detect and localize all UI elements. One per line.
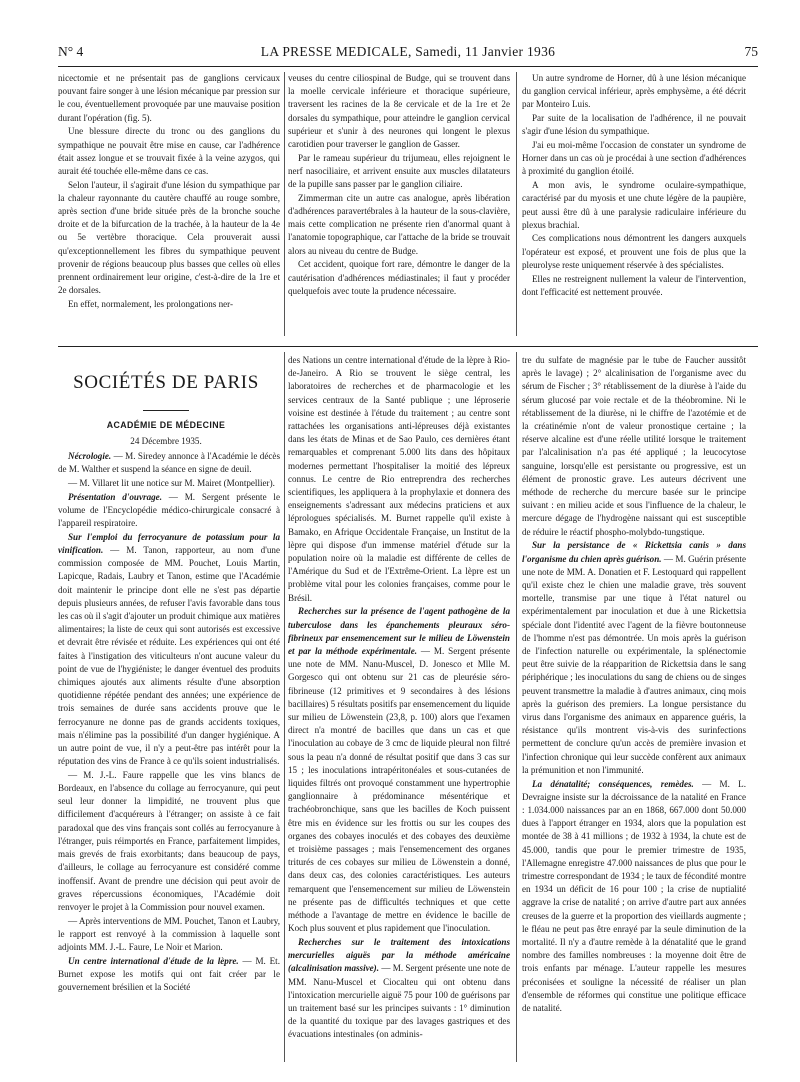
paragraph-text: — M. L. Devraigne insiste sur la décroissance de la natalité en France : 1.034.000 naissances par an en 1868, 667.000 dont 50.000 dues à l'apport étranger en 1934, alors que la population est montée de 38 à 41 millions ; de 1932 à 1934, la chute est de 45.000, tandis que pour le premier trimestre de 1935, l'Allemagne enregistre 47.000 naissances de plus que pour le trimestre correspondant de 1934 ; le taux de fécondité montre en 1934 un déficit de 16 pour 100 ; la crise de nuptialité aggrave la crise de natalité ; on arrive d'autre part aux années creuses de la guerre et la proportion des vieillards augmente ; le fléau ne peut pas être enrayé par la seule diminution de la mortalité. Il n'y a d'autre remède à la dénatalité que le grand nombre des familles nombreuses : la moyenne doit être de trois enfants par ménage. L'auteur rappelle les mesures préconisées et souligne la nécessité de réaliser un plan d'ensemble de réformes qui constitue une politique efficace de natalité. — [522, 778, 746, 1013]
paragraph: Par suite de la localisation de l'adhérence, il ne pouvait s'agir d'une lésion du sympathique. — [522, 113, 746, 137]
section-rule — [58, 346, 758, 347]
title-underline — [143, 410, 189, 411]
minutes-paragraph — [58, 450, 280, 476]
minutes-paragraph — [288, 936, 510, 1042]
paragraph-lead: Un centre international d'étude de la lèpre. — [68, 955, 239, 966]
paragraph-lead: Présentation d'ouvrage. — [68, 491, 162, 502]
header-rule — [58, 66, 758, 67]
journal-title: LA PRESSE MEDICALE, Samedi, 11 Janvier 1936 — [260, 44, 556, 59]
minutes-paragraph — [522, 354, 746, 539]
paragraph: Selon l'auteur, il s'agirait d'une lésion du sympathique par la chaleur rayonnante du cautère chauffé au rouge sombre, après section d'une bride située près de la bronche souche droite et de la bifurcation de la trachée, à la hauteur de la 4e ou 5e vertèbre thoracique. Cela prouverait aussi qu'exceptionnellement les fibres du sympathique peuvent provenir de régions beaucoup plus basses que celles où elles prennent ordinairement leur origine, c'est-à-dire de la 1re et 2e dorsales. — [58, 179, 280, 296]
paragraph: J'ai eu moi-même l'occasion de constater un syndrome de Horner dans un cas où je procédai à une section d'adhérences à proximité du ganglion étoilé. — [522, 140, 746, 177]
section-subtitle: ACADÉMIE DE MÉDECINE — [106, 420, 226, 430]
section-title: SOCIÉTÉS DE PARIS — [73, 372, 259, 393]
minutes-paragraph — [58, 915, 280, 955]
paragraph: nicectomie et ne présentait pas de ganglions cervicaux pouvant faire songer à une lésion mécanique par pression sur le cou, éventuellement provoquée par une mauvaise position durant l'opération (fig. 5). — [58, 73, 280, 123]
paragraph-text: tre du sulfate de magnésie par le tube de Faucher aussitôt après le lavage) ; 2° alcalinisation de l'organisme avec du sérum de Fischer ; 3° rétablissement de la diurèse à l'aide du sérum glucosé par voie rectale et de la théobromine. Ni le rétablissement de la diurèse, ni le chiffre de l'azotémie et de la créatinémie n'ont de valeur pronostique certaine ; la réserve alcaline est d'une réelle utilité lorsque le traitement par l'alcalinisation n'a pas été appliqué ; la leucocytose sanguine, lorsqu'elle est persistante ou progressive, est un élément de pronostic grave. Les auteurs décrivent une méthode de recherche du mercure basée sur le principe suivant : en milieu acide et sous l'influence de la chaleur, le mercure dégage de l'hydrogène naissant qui est susceptible de réduire le réactif phospho-molybdo-tungstique. — [522, 355, 746, 537]
minutes-paragraph — [58, 531, 280, 769]
paragraph-lead: Sur l'emploi du ferrocyanure de potassium pour la vinification. — [58, 531, 280, 555]
paragraph-lead: Recherches sur le traitement des intoxications mercurielles aiguës par la méthode américaine (alcalinisation massive). — [288, 936, 510, 974]
top-column-3 — [522, 72, 746, 342]
column-divider — [284, 72, 285, 336]
societes-column-2 — [288, 354, 510, 1062]
session-date: 24 Décembre 1935. — [130, 436, 202, 446]
societes-column-3 — [522, 354, 746, 1062]
paragraph: Elles ne restreignent nullement la valeur de l'intervention, dont l'efficacité est nettement prouvée. — [522, 273, 746, 297]
paragraph-text: — M. Siredey annonce à l'Académie le décès de M. Walther et suspend la séance en signe de deuil. — [58, 451, 280, 475]
paragraph: veuses du centre ciliospinal de Budge, qui se trouvent dans la moelle cervicale inférieure et thoracique supérieure, traversent les racines de la 8e cervicale et de la 1re et 2e dorsales du sympathique, pour atteindre le ganglion cervical supérieur et s'unir à des neurones qui longent le plexus carotidien pour traverser le ganglion de Gasser. — [288, 73, 510, 150]
minutes-paragraph — [58, 955, 280, 995]
minutes-paragraph — [522, 778, 746, 1016]
paragraph: En effet, normalement, les prolongations ner- — [68, 298, 234, 309]
paragraph-text: — M. Guérin présente une note de MM. A. Donatien et F. Lestoquard qui rappellent qu'il existe chez le chien une maladie grave, très souvent mortelle, transmise par une tique à l'état naturel ou expérimentalement par inoculation et due à une Rickettsia spéciale dont l'identité avec l'agent de la fièvre boutonneuse de l'homme n'est pas démontrée. Un mois après la guérison de l'infection naturelle ou expérimentale, la splénectomie peut être suivie de la réapparition de Rickettsia dans le sang périphérique ; les inoculations du sang de chiens ou de singes peuvent transmettre la maladie à d'autres animaux, cinq mois après la guérison des premiers. La longue persistance du virus dans l'organisme des animaux en apparence guéris, la résistance qu'ils montrent vis-à-vis des surinfections permettent de conclure qu'un accès de première invasion et l'infection chronique qui leur succède confèrent aux animaux la prémunition et non l'immunité. — [522, 553, 746, 775]
paragraph-text: — M. Sergent présente le volume de l'Encyclopédie médico-chirurgicale consacré à l'appareil respiratoire. — [58, 491, 280, 529]
paragraph-text: — M. J.-L. Faure rappelle que les vins blancs de Bordeaux, en l'absence du collage au ferrocyanure, qui peut seul leur donner la limpidité, ne trouvent plus que difficilement d'acquéreurs à l'étranger; on assiste à ce fait paradoxal que des vins français sont collés au ferrocyanure à l'étranger, puis réimportés en France, parfaitement limpides, mais grevés de frais exorbitants; dans beaucoup de pays, d'ailleurs, le collage au ferrocyanure est considéré comme inoffensif. Avant de prendre une décision qui peut avoir de graves répercussions économiques, l'Académie doit renvoyer le projet à la Commission pour nouvel examen. — [58, 769, 280, 912]
paragraph: Cet accident, quoique fort rare, démontre le danger de la cautérisation d'adhérences médiastinales; il faut y procéder quelquefois avec toute la prudence nécessaire. — [288, 259, 510, 296]
minutes-paragraph — [58, 477, 280, 490]
paragraph: Une blessure directe du tronc ou des ganglions du sympathique ne pouvait être mise en cause, car l'adhérence était assez longue et se trouvait fixée à la veine azygos, qui aurait été touchée elle-même dans ce cas. — [58, 126, 280, 176]
paragraph-text: — Après interventions de MM. Pouchet, Tanon et Laubry, le rapport est renvoyé à la commission à laquelle sont adjoints MM. J.-L. Faure, Le Noir et Marion. — [58, 915, 280, 953]
paragraph-lead: La dénatalité; conséquences, remèdes. — [532, 778, 694, 789]
minutes-paragraph — [522, 539, 746, 777]
paragraph-lead: Sur la persistance de « Rickettsia canis » dans l'organisme du chien après guérison. — [522, 540, 746, 564]
paragraph-text: — M. Villaret lit une notice sur M. Mairet (Montpellier). — [68, 477, 275, 488]
running-head — [58, 44, 758, 64]
paragraph-lead: Recherches sur la présence de l'agent pathogène de la tuberculose dans les épanchements pleuraux séro-fibrineux par ensemencement sur le milieu de Löwenstein et par la méthode expérimentale. — [288, 606, 510, 656]
paragraph-text: — M. Et. Burnet expose les motifs qui ont fait créer par le gouvernement brésilien et la Société — [58, 955, 280, 993]
paragraph: Un autre syndrome de Horner, dû à une lésion mécanique du ganglion cervical inférieur, après emphysème, a été décrit par Monteiro Luis. — [522, 73, 746, 110]
minutes-paragraph — [58, 491, 280, 531]
top-column-2 — [288, 72, 510, 342]
column-divider — [516, 72, 517, 336]
paragraph-lead: Nécrologie. — [68, 451, 112, 461]
minutes-paragraph — [288, 605, 510, 935]
minutes-paragraph — [58, 769, 280, 914]
paragraph: Zimmerman cite un autre cas analogue, après libération d'adhérences paravertébrales à la hauteur de la sous-clavière, mais cette complication ne présente rien d'anormal quant à l'anatomie topographique, car l'attache de la bride se trouvait alors au niveau du centre de Budge. — [288, 192, 510, 256]
paragraph: A mon avis, le syndrome oculaire-sympathique, caractérisé par du myosis et une chute légère de la paupière, peut aussi être dû à une paralysie radiculaire inférieure du plexus brachial. — [522, 180, 746, 230]
top-column-1 — [58, 72, 280, 342]
societes-column-1 — [58, 450, 280, 1062]
paragraph-text: — M. Sergent présente une note de MM. Nanu-Muscel, D. Jonesco et Mlle M. Gorgesco qui ont obtenu sur 21 cas de pleurésie séro-fibrineuse (12 primitives et 9 secondaires à des lésions bacillaires) 5 résultats positifs par ensemencement du liquide sur milieu de Löwenstein (23,8, p. 100) alors que l'examen direct n'a montré de bacilles que dans un cas et que l'inoculation au cobaye de 3 cmc de liquide pleural non filtré sous la peau n'a donné de résultat positif que dans 3 cas sur 15 ; les inoculations intrapéritonéales et sous-cutanées de liquides filtrés ont provoqué constamment une hypertrophie ganglionnaire à prédominance mésentérique et trachéobronchique, sans que les bacilles de Koch puissent être mis en évidence sur les frottis ou sur les coupes des organes des cobayes inoculés et des cobayes des deuxième et troisième passages ; mais l'ensemencement des organes triturés de ces cobayes sur milieu de Löwenstein a donné, dans deux cas, des colonies caractéristiques. Les auteurs remarquent que l'ensemencement sur milieu de Löwenstein ne présente pas de difficultés techniques et que cette méthode a l'avantage de mettre en évidence le bacille de Koch plus souvent et plus rapidement que l'inoculation. — [288, 645, 510, 934]
issue-number: N° 4 — [58, 44, 84, 59]
paragraph: Ces complications nous démontrent les dangers auxquels l'opérateur est exposé, et prouvent une fois de plus que la pleurolyse reste uniquement réservée à des spécialistes. — [522, 233, 746, 270]
paragraph-text: — M. Tanon, rapporteur, au nom d'une commission composée de MM. Pouchet, Louis Martin, Lapicque, Radais, Laubry et Tanon, estime que l'Académie doit maintenir le principe dont elle ne s'est pas départie depuis plusieurs années, de refuser l'avis favorable dans tous les cas où il s'agit d'ajouter un produit chimique aux matières alimentaires; la liste de ceux qui sont autorisés est excessive et devrait être révisée et réduite. Les expériences qui ont été faites à l'instigation des viticulteurs n'ont aucune valeur du point de vue de l'hygiéniste; le danger éventuel des produits chimiques ajoutés aux aliments résulte d'une absorption quotidienne répétée pendant des années; une expérience de trois semaines de durée sans accidents prouve que le ferrocyanure ne donne pas de grands accidents toxiques, mais n'élimine pas la possibilité d'un danger hygiénique. A un autre point de vue, il n'y a peut-être pas intérêt pour la réputation des vins de France à ce qu'ils soient industrialisés. — [58, 544, 280, 767]
minutes-paragraph — [288, 354, 510, 605]
column-divider — [284, 352, 285, 1062]
paragraph: Par le rameau supérieur du trijumeau, elles rejoignent le nerf nasociliaire, et arrivent ensuite aux muscles dilatateurs de la pupille sans passer par le ganglion ciliaire. — [288, 152, 510, 190]
paragraph-text: — M. Sergent présente une note de MM. Nanu-Muscel et Ciocalteu qui ont obtenu dans l'intoxication mercurielle aiguë 75 pour 100 de guérisons par un traitement basé sur les principes suivants : 1° diminution de la quantité du toxique par des lavages gastriques et des évacuations intestinales (on adminis- — [288, 963, 510, 1040]
paragraph-text: des Nations un centre international d'étude de la lèpre à Rio-de-Janeiro. A Rio se trouvent le siège central, les laboratoires de recherches et de pharmacologie et les services centraux de la Santé publique ; une léproserie voisine est destinée à l'étude du traitement ; au centre sont rattachées les organisations anti-lépreuses déjà existantes dans les états de Minas et de Sao Paulo, ces dernières étant remarquables et comprenant 5.000 lits dans des hôpitaux modernes permettant l'hospitaliser la moitié des lépreux connus. Le centre de Rio entreprendra des recherches scientifiques, les appliquera à la prophylaxie et donnera des enseignements s'adressant aux médecins praticiens et aux léprologues spécialisés. M. Burnet rappelle qu'il existe à Bamako, en Afrique Occidentale Française, un Institut de la lèpre qui dispose d'un immense matériel d'étude sur la population noire où la maladie est différente de celles de l'Amérique du Sud et de l'Extrême-Orient. La lèpre est un problème vital pour les colonies françaises, comme pour le Brésil. — [288, 355, 510, 603]
page-number: 75 — [744, 44, 758, 59]
column-divider — [516, 352, 517, 1062]
